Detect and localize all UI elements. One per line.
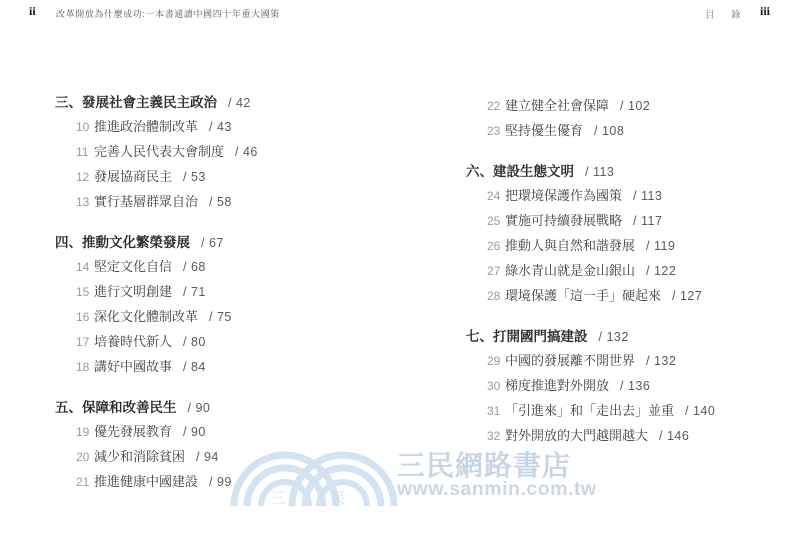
toc-page-number: / 68 xyxy=(183,260,206,274)
logo-right-character: 民 xyxy=(330,490,346,506)
toc-item-row xyxy=(466,260,796,285)
toc-item-label: 推進政治體制改革 xyxy=(94,119,199,134)
toc-item-number: 31 xyxy=(487,404,501,418)
toc-page-number: / 113 xyxy=(585,165,615,179)
right-page-number: iii xyxy=(760,4,771,18)
toc-item-number: 25 xyxy=(487,214,501,228)
toc-item-row xyxy=(466,185,796,210)
toc-section-row xyxy=(55,396,415,421)
toc-item-label: 中國的發展離不開世界 xyxy=(505,353,636,368)
toc-item-label: 優先發展教育 xyxy=(94,424,173,439)
toc-item-row xyxy=(55,116,415,141)
toc-section-label: 五、保障和改善民生 xyxy=(55,400,177,415)
toc-page-number: / 84 xyxy=(183,360,206,374)
toc-item-number: 15 xyxy=(76,285,90,299)
toc-item-label: 綠水青山就是金山銀山 xyxy=(505,263,636,278)
toc-section-row xyxy=(55,91,415,116)
toc-section-row xyxy=(466,160,796,185)
watermark-store-name: 三民網路書店 xyxy=(397,451,572,482)
toc-item-number: 10 xyxy=(76,120,90,134)
toc-page-number: / 58 xyxy=(209,195,232,209)
left-page-number: ii xyxy=(29,4,36,18)
toc-item-label: 堅定文化自信 xyxy=(94,259,173,274)
toc-item-label: 梯度推進對外開放 xyxy=(505,378,610,393)
toc-item-row xyxy=(55,191,415,216)
toc-item-label: 建立健全社會保障 xyxy=(505,98,610,113)
logo-left-character: 三 xyxy=(270,490,286,506)
toc-item-row xyxy=(55,356,415,381)
toc-item-label: 對外開放的大門越開越大 xyxy=(505,428,649,443)
toc-item-number: 14 xyxy=(76,260,90,274)
sanmin-logo-icon xyxy=(228,445,398,506)
toc-section-label: 六、建設生態文明 xyxy=(466,164,574,179)
toc-item-number: 18 xyxy=(76,360,90,374)
toc-item-label: 發展協商民主 xyxy=(94,169,173,184)
toc-item-row xyxy=(55,421,415,446)
toc-page-number: / 90 xyxy=(183,425,206,439)
toc-page-number: / 67 xyxy=(201,236,224,250)
toc-page-number: / 117 xyxy=(633,214,663,228)
toc-item-label: 推進健康中國建設 xyxy=(94,474,199,489)
toc-item-number: 28 xyxy=(487,289,501,303)
toc-section-label: 三、發展社會主義民主政治 xyxy=(55,95,217,110)
toc-item-number: 22 xyxy=(487,99,501,113)
toc-section-label: 七、打開國門搞建設 xyxy=(466,329,588,344)
toc-item-number: 26 xyxy=(487,239,501,253)
toc-item-number: 24 xyxy=(487,189,501,203)
toc-page-number: / 102 xyxy=(620,99,651,113)
toc-item-label: 把環境保護作為國策 xyxy=(505,188,623,203)
toc-page-number: / 140 xyxy=(685,404,716,418)
toc-left-column xyxy=(55,91,415,496)
toc-item-number: 21 xyxy=(76,475,90,489)
toc-item-row xyxy=(55,166,415,191)
toc-item-number: 30 xyxy=(487,379,501,393)
toc-page-number: / 43 xyxy=(209,120,232,134)
toc-page-number: / 75 xyxy=(209,310,232,324)
toc-item-number: 32 xyxy=(487,429,501,443)
toc-item-row xyxy=(55,281,415,306)
toc-item-label: 環境保護「這一手」硬起來 xyxy=(505,288,662,303)
toc-page-number: / 122 xyxy=(646,264,677,278)
toc-item-row xyxy=(466,285,796,310)
toc-item-number: 27 xyxy=(487,264,501,278)
toc-page-number: / 113 xyxy=(633,189,663,203)
toc-item-number: 12 xyxy=(76,170,90,184)
toc-item-number: 20 xyxy=(76,450,90,464)
toc-item-number: 19 xyxy=(76,425,90,439)
toc-item-row xyxy=(466,210,796,235)
toc-item-label: 實施可持續發展戰略 xyxy=(505,213,623,228)
toc-page-number: / 132 xyxy=(598,330,629,344)
toc-item-row xyxy=(55,306,415,331)
toc-item-row xyxy=(466,375,796,400)
toc-item-row xyxy=(55,141,415,166)
toc-item-label: 進行文明創建 xyxy=(94,284,173,299)
header-section-title: 目 錄 xyxy=(705,10,748,21)
toc-item-label: 「引進來」和「走出去」並重 xyxy=(505,403,675,418)
toc-page-number: / 99 xyxy=(209,475,232,489)
toc-section-label: 四、推動文化繁榮發展 xyxy=(55,235,190,250)
toc-page-number: / 71 xyxy=(183,285,206,299)
toc-item-row xyxy=(466,400,796,425)
toc-item-label: 完善人民代表大會制度 xyxy=(94,144,225,159)
toc-page-number: / 46 xyxy=(235,145,258,159)
toc-item-number: 13 xyxy=(76,195,90,209)
toc-item-label: 深化文化體制改革 xyxy=(94,309,199,324)
toc-item-row xyxy=(466,95,796,120)
toc-item-row xyxy=(55,256,415,281)
toc-item-label: 講好中國故事 xyxy=(94,359,173,374)
toc-item-row xyxy=(466,120,796,145)
toc-item-label: 推動人與自然和諧發展 xyxy=(505,238,636,253)
toc-page-number: / 132 xyxy=(646,354,677,368)
toc-page-number: / 146 xyxy=(659,429,690,443)
toc-item-label: 培養時代新人 xyxy=(94,334,173,349)
book-title: 改革開放為什麼成功:一本書通讀中國四十年重大國策 xyxy=(56,9,280,19)
toc-page-number: / 119 xyxy=(646,239,676,253)
toc-page-number: / 42 xyxy=(228,96,251,110)
toc-item-number: 17 xyxy=(76,335,90,349)
toc-item-row xyxy=(466,235,796,260)
toc-item-number: 29 xyxy=(487,354,501,368)
toc-page-number: / 108 xyxy=(594,124,625,138)
toc-item-label: 實行基層群眾自治 xyxy=(94,194,199,209)
toc-item-row xyxy=(466,350,796,375)
toc-item-number: 16 xyxy=(76,310,90,324)
toc-item-label: 堅持優生優育 xyxy=(505,123,584,138)
toc-page-number: / 90 xyxy=(187,401,211,415)
toc-item-row xyxy=(55,331,415,356)
toc-page-number: / 127 xyxy=(672,289,703,303)
toc-item-number: 11 xyxy=(76,145,89,159)
toc-page-number: / 80 xyxy=(183,335,206,349)
toc-section-row xyxy=(55,231,415,256)
toc-item-number: 23 xyxy=(487,124,501,138)
toc-item-label: 減少和消除貧困 xyxy=(94,449,186,464)
toc-right-column xyxy=(466,95,796,450)
toc-page-number: / 136 xyxy=(620,379,651,393)
watermark-url: www.sanmin.com.tw xyxy=(397,478,597,500)
toc-page-number: / 94 xyxy=(196,450,219,464)
toc-page-number: / 53 xyxy=(183,170,206,184)
toc-section-row xyxy=(466,325,796,350)
